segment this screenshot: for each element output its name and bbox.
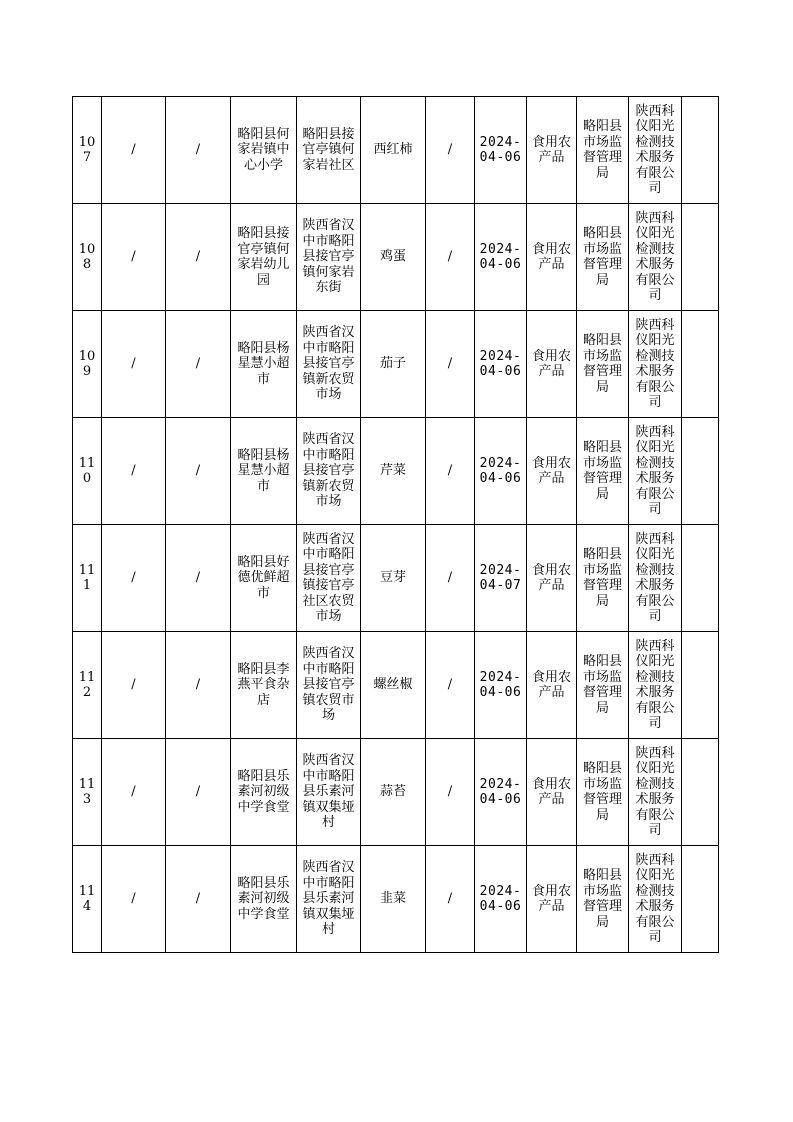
table-row [73, 204, 719, 311]
testing-agency: 陕西科仪阳光检测技术服务有限公司 [629, 311, 682, 418]
entity-address: 陕西省汉中市略阳县接官亭镇接官亭社区农贸市场 [297, 525, 361, 632]
remarks [682, 632, 719, 739]
table-row [73, 846, 719, 953]
specification: / [426, 525, 475, 632]
cell-col3: / [166, 739, 231, 846]
food-category: 食用农产品 [527, 525, 577, 632]
row-number: 107 [73, 97, 102, 204]
sampled-entity: 略阳县好德优鲜超市 [231, 525, 297, 632]
row-number: 108 [73, 204, 102, 311]
supervising-agency: 略阳县市场监督管理局 [577, 97, 629, 204]
cell-col3: / [166, 204, 231, 311]
entity-address: 陕西省汉中市略阳县接官亭镇农贸市场 [297, 632, 361, 739]
cell-col3: / [166, 846, 231, 953]
cell-col2: / [102, 632, 166, 739]
entity-address: 陕西省汉中市略阳县接官亭镇新农贸市场 [297, 311, 361, 418]
cell-col2: / [102, 204, 166, 311]
sampling-date: 2024-04-06 [475, 97, 527, 204]
entity-address: 略阳县接官亭镇何家岩社区 [297, 97, 361, 204]
food-name: 芹菜 [361, 418, 426, 525]
supervising-agency: 略阳县市场监督管理局 [577, 632, 629, 739]
sampling-date: 2024-04-06 [475, 739, 527, 846]
table-row [73, 632, 719, 739]
remarks [682, 204, 719, 311]
food-category: 食用农产品 [527, 846, 577, 953]
sampling-date: 2024-04-06 [475, 311, 527, 418]
specification: / [426, 311, 475, 418]
entity-address: 陕西省汉中市略阳县接官亭镇何家岩东街 [297, 204, 361, 311]
supervising-agency: 略阳县市场监督管理局 [577, 846, 629, 953]
food-name: 鸡蛋 [361, 204, 426, 311]
food-category: 食用农产品 [527, 97, 577, 204]
cell-col3: / [166, 418, 231, 525]
table-row [73, 739, 719, 846]
cell-col2: / [102, 525, 166, 632]
remarks [682, 97, 719, 204]
cell-col2: / [102, 97, 166, 204]
supervising-agency: 略阳县市场监督管理局 [577, 311, 629, 418]
sampled-entity: 略阳县何家岩镇中心小学 [231, 97, 297, 204]
supervising-agency: 略阳县市场监督管理局 [577, 525, 629, 632]
sampling-date: 2024-04-07 [475, 525, 527, 632]
specification: / [426, 632, 475, 739]
table-row [73, 418, 719, 525]
entity-address: 陕西省汉中市略阳县接官亭镇新农贸市场 [297, 418, 361, 525]
supervising-agency: 略阳县市场监督管理局 [577, 204, 629, 311]
specification: / [426, 739, 475, 846]
food-name: 韭菜 [361, 846, 426, 953]
remarks [682, 739, 719, 846]
testing-agency: 陕西科仪阳光检测技术服务有限公司 [629, 632, 682, 739]
sampled-entity: 略阳县李燕平食杂店 [231, 632, 297, 739]
specification: / [426, 846, 475, 953]
food-name: 豆芽 [361, 525, 426, 632]
cell-col3: / [166, 525, 231, 632]
cell-col3: / [166, 632, 231, 739]
remarks [682, 418, 719, 525]
food-category: 食用农产品 [527, 739, 577, 846]
row-number: 112 [73, 632, 102, 739]
sampling-results-table [72, 96, 719, 953]
testing-agency: 陕西科仪阳光检测技术服务有限公司 [629, 97, 682, 204]
table-row [73, 525, 719, 632]
testing-agency: 陕西科仪阳光检测技术服务有限公司 [629, 418, 682, 525]
remarks [682, 311, 719, 418]
entity-address: 陕西省汉中市略阳县乐素河镇双集垭村 [297, 846, 361, 953]
sampling-date: 2024-04-06 [475, 418, 527, 525]
cell-col2: / [102, 739, 166, 846]
food-name: 西红柿 [361, 97, 426, 204]
supervising-agency: 略阳县市场监督管理局 [577, 418, 629, 525]
table-row [73, 311, 719, 418]
sampled-entity: 略阳县杨星慧小超市 [231, 418, 297, 525]
remarks [682, 525, 719, 632]
testing-agency: 陕西科仪阳光检测技术服务有限公司 [629, 846, 682, 953]
food-category: 食用农产品 [527, 418, 577, 525]
food-name: 螺丝椒 [361, 632, 426, 739]
testing-agency: 陕西科仪阳光检测技术服务有限公司 [629, 204, 682, 311]
table-row [73, 97, 719, 204]
remarks [682, 846, 719, 953]
row-number: 110 [73, 418, 102, 525]
food-name: 茄子 [361, 311, 426, 418]
sampling-date: 2024-04-06 [475, 204, 527, 311]
sampled-entity: 略阳县乐素河初级中学食堂 [231, 846, 297, 953]
row-number: 114 [73, 846, 102, 953]
food-name: 蒜苔 [361, 739, 426, 846]
sampled-entity: 略阳县接官亭镇何家岩幼儿园 [231, 204, 297, 311]
specification: / [426, 97, 475, 204]
food-category: 食用农产品 [527, 311, 577, 418]
sampling-date: 2024-04-06 [475, 632, 527, 739]
food-category: 食用农产品 [527, 204, 577, 311]
row-number: 109 [73, 311, 102, 418]
testing-agency: 陕西科仪阳光检测技术服务有限公司 [629, 525, 682, 632]
sampled-entity: 略阳县杨星慧小超市 [231, 311, 297, 418]
sampled-entity: 略阳县乐素河初级中学食堂 [231, 739, 297, 846]
row-number: 111 [73, 525, 102, 632]
cell-col3: / [166, 311, 231, 418]
cell-col3: / [166, 97, 231, 204]
food-category: 食用农产品 [527, 632, 577, 739]
cell-col2: / [102, 846, 166, 953]
supervising-agency: 略阳县市场监督管理局 [577, 739, 629, 846]
specification: / [426, 204, 475, 311]
sampling-date: 2024-04-06 [475, 846, 527, 953]
cell-col2: / [102, 418, 166, 525]
row-number: 113 [73, 739, 102, 846]
entity-address: 陕西省汉中市略阳县乐素河镇双集垭村 [297, 739, 361, 846]
cell-col2: / [102, 311, 166, 418]
testing-agency: 陕西科仪阳光检测技术服务有限公司 [629, 739, 682, 846]
specification: / [426, 418, 475, 525]
